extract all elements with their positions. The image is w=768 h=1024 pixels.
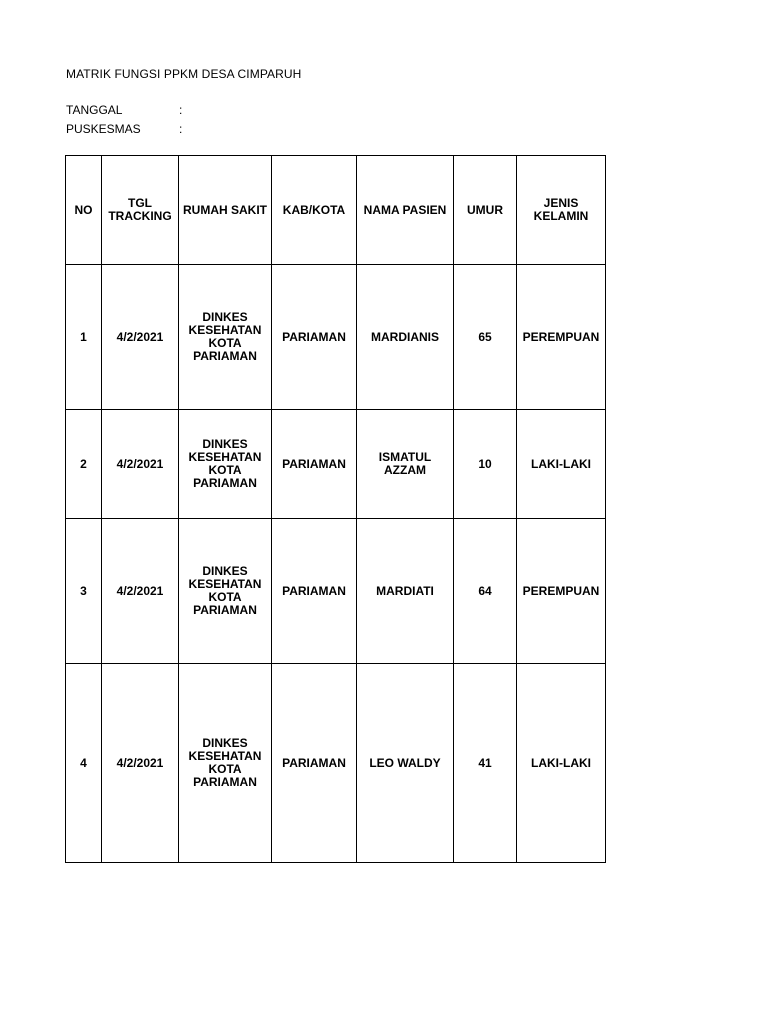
header-nama-pasien: NAMA PASIEN	[357, 156, 454, 265]
cell-rumah-sakit: DINKES KESEHATAN KOTA PARIAMAN	[179, 519, 272, 664]
cell-tgl-tracking: 4/2/2021	[102, 519, 179, 664]
cell-nama-pasien: LEO WALDY	[357, 664, 454, 863]
meta-label-puskesmas: PUSKESMAS	[66, 122, 141, 136]
cell-rumah-sakit: DINKES KESEHATAN KOTA PARIAMAN	[179, 664, 272, 863]
cell-jenis-kelamin: PEREMPUAN	[517, 519, 606, 664]
cell-tgl-tracking: 4/2/2021	[102, 265, 179, 410]
meta-row-tanggal	[66, 103, 182, 117]
table-row	[66, 519, 606, 664]
cell-jenis-kelamin: LAKI-LAKI	[517, 410, 606, 519]
cell-umur: 41	[454, 664, 517, 863]
cell-umur: 64	[454, 519, 517, 664]
meta-separator: :	[179, 122, 183, 136]
cell-rumah-sakit: DINKES KESEHATAN KOTA PARIAMAN	[179, 265, 272, 410]
table-header-row	[66, 156, 606, 265]
meta-row-puskesmas	[66, 122, 182, 136]
cell-nama-pasien: MARDIATI	[357, 519, 454, 664]
header-tgl-tracking: TGL TRACKING	[102, 156, 179, 265]
cell-kab-kota: PARIAMAN	[272, 410, 357, 519]
cell-jenis-kelamin: PEREMPUAN	[517, 265, 606, 410]
cell-kab-kota: PARIAMAN	[272, 519, 357, 664]
cell-no: 1	[66, 265, 102, 410]
header-kab-kota: KAB/KOTA	[272, 156, 357, 265]
cell-kab-kota: PARIAMAN	[272, 664, 357, 863]
cell-kab-kota: PARIAMAN	[272, 265, 357, 410]
header-jenis-kelamin: JENIS KELAMIN	[517, 156, 606, 265]
cell-nama-pasien: MARDIANIS	[357, 265, 454, 410]
cell-umur: 65	[454, 265, 517, 410]
cell-no: 2	[66, 410, 102, 519]
cell-tgl-tracking: 4/2/2021	[102, 664, 179, 863]
header-no: NO	[66, 156, 102, 265]
cell-jenis-kelamin: LAKI-LAKI	[517, 664, 606, 863]
cell-rumah-sakit: DINKES KESEHATAN KOTA PARIAMAN	[179, 410, 272, 519]
header-umur: UMUR	[454, 156, 517, 265]
table-row	[66, 410, 606, 519]
patient-matrix-table	[65, 155, 606, 863]
cell-nama-pasien: ISMATUL AZZAM	[357, 410, 454, 519]
cell-tgl-tracking: 4/2/2021	[102, 410, 179, 519]
document-title: MATRIK FUNGSI PPKM DESA CIMPARUH	[66, 67, 302, 81]
meta-label-tanggal: TANGGAL	[66, 103, 123, 117]
cell-no: 3	[66, 519, 102, 664]
table-row	[66, 265, 606, 410]
meta-separator: :	[179, 103, 183, 117]
cell-no: 4	[66, 664, 102, 863]
table-row	[66, 664, 606, 863]
cell-umur: 10	[454, 410, 517, 519]
header-rumah-sakit: RUMAH SAKIT	[179, 156, 272, 265]
